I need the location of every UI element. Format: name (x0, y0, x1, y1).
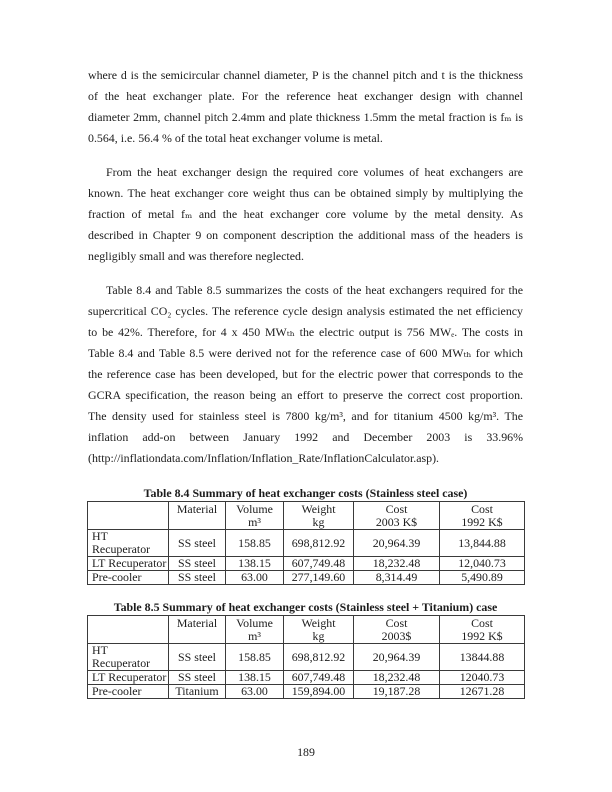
table-8-4 (87, 501, 525, 585)
text-line: inflation add-on between January 1992 and December 2003 is 33.96% (88, 430, 523, 444)
header-line: 1992 K$ (461, 514, 503, 529)
cell-volume: 63.00 (226, 685, 284, 699)
text-line: of the heat exchanger plate. For the reference heat exchanger design with channel (88, 89, 523, 103)
cell-weight: 277,149.60 (284, 571, 354, 585)
text-line: 0.564, i.e. 56.4 % of the total heat exchanger volume is metal. (88, 131, 383, 145)
cell-cost-1992: 12,040.73 (440, 557, 525, 571)
cell-cost-2003: 20,964.39 (354, 644, 440, 671)
header-line: 2003$ (381, 628, 412, 643)
column-header-cost-2003 (354, 616, 440, 644)
cell-cost-2003: 19,187.28 (354, 685, 440, 699)
cell-cost-1992: 5,490.89 (440, 571, 525, 585)
row-label: LT Recuperator (88, 557, 169, 571)
cell-volume: 138.15 (226, 557, 284, 571)
paragraph-3 (88, 280, 523, 469)
text-line: supercritical CO₂ cycles. The reference cycle design analysis estimated the net efficiency (88, 304, 523, 318)
cell-material: Titanium (169, 685, 226, 699)
cell-material: SS steel (169, 530, 226, 557)
column-header-blank (88, 502, 169, 530)
table-row (88, 557, 525, 571)
text-line: GCRA specification, the reason being an effort to preserve the correct cost proportion. (88, 388, 523, 402)
text-line: diameter 2mm, channel pitch 2.4mm and plate thickness 1.5mm the metal fraction is fₘ is (88, 110, 523, 124)
row-label: Pre-cooler (88, 685, 169, 699)
row-label: LT Recuperator (88, 671, 169, 685)
paragraph-2 (88, 162, 523, 267)
cell-volume: 63.00 (226, 571, 284, 585)
header-line: Weight (301, 616, 336, 630)
text-line: negligibly small and was therefore neglected. (88, 249, 304, 263)
header-line: Volume (236, 502, 273, 516)
table-row (88, 671, 525, 685)
header-line: m³ (248, 628, 261, 643)
text-line: (http://inflationdata.com/Inflation/Inflation_Rate/InflationCalculator.asp). (88, 451, 440, 465)
header-line: Volume (236, 616, 273, 630)
column-header-blank (88, 616, 169, 644)
header-line: kg (312, 628, 325, 643)
table-row (88, 571, 525, 585)
table-row (88, 685, 525, 699)
header-line: m³ (248, 514, 261, 529)
text-line: From the heat exchanger design the required core volumes of heat exchangers are (106, 165, 523, 179)
header-line: kg (312, 514, 325, 529)
header-line: Material (176, 616, 218, 630)
cell-weight: 159,894.00 (284, 685, 354, 699)
text-line: to be 42%. Therefore, for 4 x 450 MWₜₕ the electric output is 756 MWₑ. The costs in (88, 325, 523, 339)
cell-weight: 607,749.48 (284, 557, 354, 571)
cell-cost-2003: 18,232.48 (354, 557, 440, 571)
cell-material: SS steel (169, 671, 226, 685)
column-header-cost-1992 (440, 616, 525, 644)
text-line: where d is the semicircular channel diameter, P is the channel pitch and t is the thickness (88, 68, 523, 82)
text-block (88, 65, 523, 699)
cell-cost-2003: 8,314.49 (354, 571, 440, 585)
text-line: the reference case has been developed, but for the electric power that corresponds to the (88, 367, 523, 381)
column-header-weight (284, 616, 354, 644)
cell-weight: 698,812.92 (284, 644, 354, 671)
text-line: described in Chapter 9 on component description the additional mass of the headers is (88, 228, 523, 242)
header-line: Cost (471, 502, 493, 516)
text-line: Table 8.4 and Table 8.5 were derived not for the reference case of 600 MWₜₕ for which (88, 346, 523, 360)
page-number: 189 (297, 745, 315, 759)
row-label: HT Recuperator (88, 644, 169, 671)
header-line: Material (176, 502, 218, 516)
table-8-5-caption: Table 8.5 Summary of heat exchanger costs (Stainless steel + Titanium) case (113, 600, 498, 614)
table-header-row (88, 616, 525, 644)
cell-cost-1992: 12040.73 (440, 671, 525, 685)
table-row (88, 644, 525, 671)
cell-weight: 698,812.92 (284, 530, 354, 557)
header-line: Cost (385, 502, 408, 516)
column-header-volume (226, 502, 284, 530)
table-header-row (88, 502, 525, 530)
row-label: HT Recuperator (88, 530, 169, 557)
header-line: Weight (301, 502, 336, 516)
cell-cost-2003: 20,964.39 (354, 530, 440, 557)
cell-weight: 607,749.48 (284, 671, 354, 685)
text-line: fraction of metal fₘ and the heat exchanger core volume by the metal density. As (88, 207, 523, 221)
column-header-cost-1992 (440, 502, 525, 530)
cell-cost-1992: 12671.28 (440, 685, 525, 699)
table-row (88, 530, 525, 557)
text-line: known. The heat exchanger core weight thus can be obtained simply by multiplying the (88, 186, 523, 200)
cell-cost-2003: 18,232.48 (354, 671, 440, 685)
header-line: 1992 K$ (461, 628, 503, 643)
column-header-weight (284, 502, 354, 530)
cell-cost-1992: 13844.88 (440, 644, 525, 671)
table-8-4-caption: Table 8.4 Summary of heat exchanger costs (Stainless steel case) (143, 486, 468, 500)
column-header-material (169, 616, 226, 644)
header-line: 2003 K$ (375, 514, 418, 529)
cell-material: SS steel (169, 644, 226, 671)
cell-volume: 158.85 (226, 644, 284, 671)
column-header-cost-2003 (354, 502, 440, 530)
cell-material: SS steel (169, 571, 226, 585)
column-header-material (169, 502, 226, 530)
text-line: The density used for stainless steel is 7800 kg/m³, and for titanium 4500 kg/m³. The (88, 409, 523, 423)
cell-volume: 158.85 (226, 530, 284, 557)
row-label: Pre-cooler (88, 571, 169, 585)
header-line: Cost (385, 616, 408, 630)
cell-material: SS steel (169, 557, 226, 571)
header-line: Cost (471, 616, 493, 630)
cell-cost-1992: 13,844.88 (440, 530, 525, 557)
paragraph-1 (88, 65, 523, 149)
column-header-volume (226, 616, 284, 644)
table-8-5 (87, 615, 525, 699)
cell-volume: 138.15 (226, 671, 284, 685)
text-line: Table 8.4 and Table 8.5 summarizes the costs of the heat exchangers required for the (106, 283, 523, 297)
